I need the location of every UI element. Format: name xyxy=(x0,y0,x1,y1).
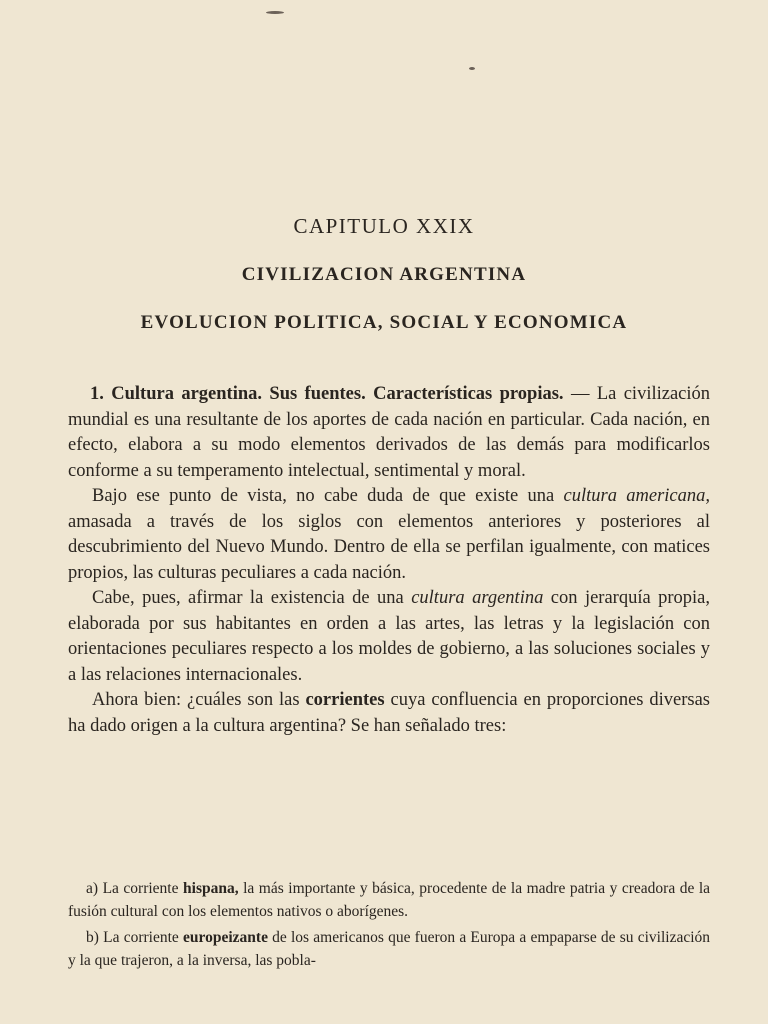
list-item xyxy=(68,877,710,923)
list-item-pre: La corriente xyxy=(103,929,179,946)
section-heading: Cultura argentina. Sus fuentes. Características propias. xyxy=(111,384,564,404)
paragraph-4-strong: corrientes xyxy=(305,690,385,710)
paragraph-1-text: — La civilización mundial es una resultante de los aportes de cada nación en particular. Cada nación, en efecto, elabora a su modo elementos derivados de las demás para modificarlos conforme a su temperamento intelectual, sentimental y moral. xyxy=(68,384,711,481)
list-item-strong: hispana, xyxy=(183,880,239,897)
paragraph-1 xyxy=(68,382,710,484)
paragraph-3 xyxy=(68,586,710,688)
section-number: 1. xyxy=(90,384,104,404)
list-item-label: a) xyxy=(86,880,99,897)
paragraph-3-text-a: Cabe, pues, afirmar la existencia de una xyxy=(92,588,404,608)
list-item-post: de los americanos que fueron a Europa a empaparse de su civilización y la que trajeron, a la inversa, las pobla- xyxy=(68,929,711,969)
paragraph-4-text-b: cuya confluencia en proporciones diversas ha dado origen a la cultura argentina? Se han señalado tres: xyxy=(68,690,711,736)
paragraph-2-emphasis: cultura americana, xyxy=(563,486,711,506)
paragraph-3-text-b: con jerarquía propia, elaborada por sus habitantes en orden a las artes, las letras y la legislación con orientaciones peculiares respecto a los moldes de gobierno, a las soluciones sociales y a las relaciones internacionales. xyxy=(68,588,711,685)
list-item-label: b) xyxy=(86,929,99,946)
paragraph-2 xyxy=(68,484,710,586)
ink-speck xyxy=(469,67,475,70)
chapter-title: CIVILIZACION ARGENTINA xyxy=(241,264,527,285)
paragraph-4-text-a: Ahora bien: ¿cuáles son las xyxy=(92,690,300,710)
chapter-number: CAPITULO XXIX xyxy=(293,214,475,238)
chapter-subtitle: EVOLUCION POLITICA, SOCIAL Y ECONOMICA xyxy=(140,312,628,333)
list-item xyxy=(68,926,710,972)
list-item-pre: La corriente xyxy=(102,880,179,897)
main-text xyxy=(68,382,710,739)
paragraph-4 xyxy=(68,688,710,739)
sources-list xyxy=(68,877,710,972)
paragraph-3-emphasis: cultura argentina xyxy=(411,588,544,608)
list-item-strong: europeizante xyxy=(183,929,268,946)
paragraph-2-text-a: Bajo ese punto de vista, no cabe duda de que existe una xyxy=(92,486,555,506)
ink-speck xyxy=(266,11,284,14)
paragraph-2-text-b: amasada a través de los siglos con elementos anteriores y posteriores al descubrimiento del Nuevo Mundo. Dentro de ella se perfilan igualmente, con matices propios, las culturas peculiares a cada nación. xyxy=(68,511,710,583)
list-item-post: la más importante y básica, procedente de la madre patria y creadora de la fusión cultural con los elementos nativos o aborígenes. xyxy=(68,880,711,920)
